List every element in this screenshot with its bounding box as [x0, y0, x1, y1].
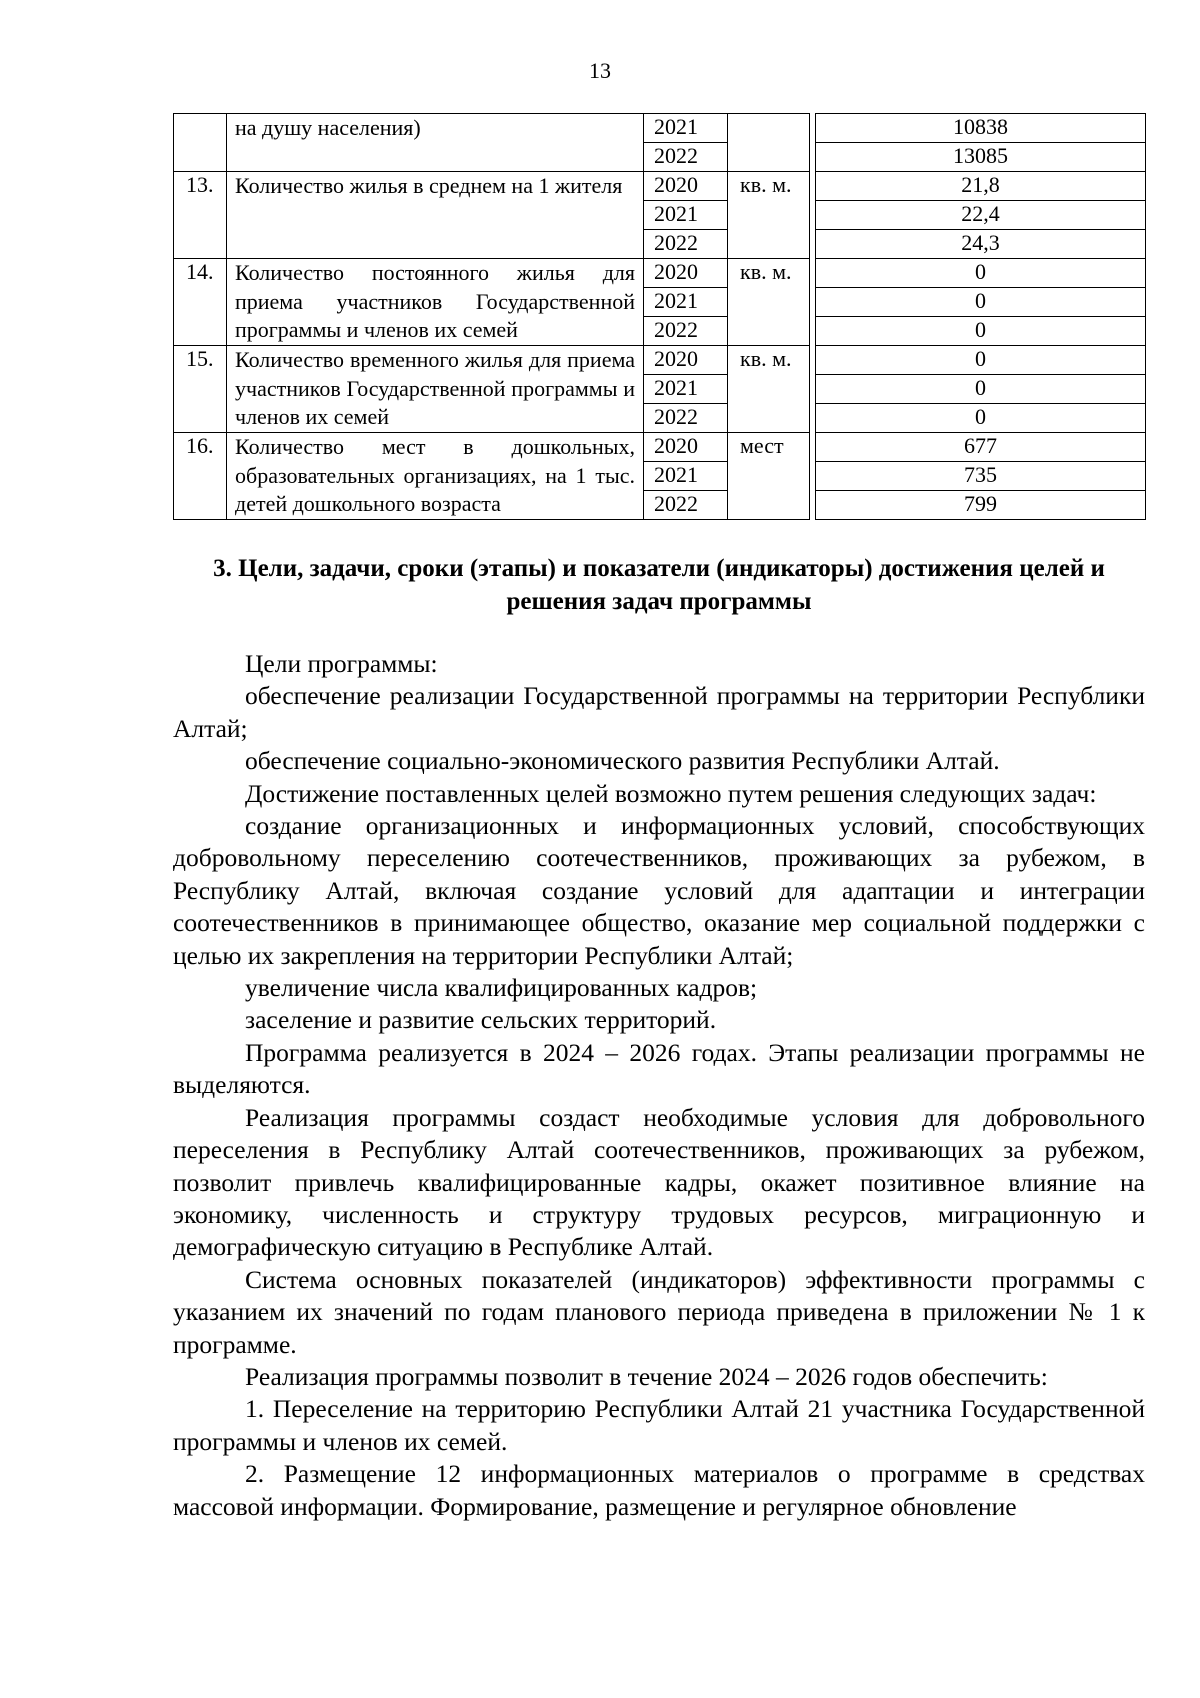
indicator-year: 2022 — [644, 143, 728, 172]
paragraph: увеличение числа квалифицированных кадров; — [245, 973, 758, 1003]
paragraph: Программа реализуется в 2024 – 2026 годах. Этапы реализации программы не выделяются. — [173, 1037, 1145, 1100]
indicator-year: 2021 — [644, 288, 728, 317]
section-heading: 3. Цели, задачи, сроки (этапы) и показатели (индикаторы) достижения целей и решения задач программы — [213, 555, 1105, 615]
paragraph: Реализация программы создаст необходимые условия для добровольного переселения в Республику Алтай соотечественников, проживающих за рубежом, позволит привлечь квалифицированные кадры, окажет позитивное влияние на экономику, численность и структуру трудовых ресурсов, миграционную и демографическую ситуацию в Республике Алтай. — [173, 1102, 1145, 1262]
indicator-value: 13085 — [816, 143, 1146, 172]
indicator-number — [174, 114, 227, 172]
indicator-year: 2022 — [644, 230, 728, 259]
table-row — [174, 172, 1146, 201]
indicator-year: 2021 — [644, 201, 728, 230]
indicator-value: 735 — [816, 462, 1146, 491]
indicator-unit: мест — [728, 433, 810, 520]
indicator-value: 799 — [816, 491, 1146, 520]
paragraph: 2. Размещение 12 информационных материалов о программе в средствах массовой информации. Формирование, размещение и регулярное обновление — [173, 1459, 1145, 1521]
indicator-year: 2020 — [644, 433, 728, 462]
indicator-year: 2021 — [644, 375, 728, 404]
indicator-number: 15. — [174, 346, 227, 433]
indicator-value: 0 — [816, 317, 1146, 346]
paragraph: обеспечение социально-экономического развития Республики Алтай. — [245, 746, 1000, 776]
indicator-year: 2022 — [644, 491, 728, 520]
indicator-unit: кв. м. — [728, 172, 810, 259]
indicator-unit: кв. м. — [728, 346, 810, 433]
indicator-value: 0 — [816, 346, 1146, 375]
table-row — [174, 259, 1146, 288]
paragraph: Система основных показателей (индикаторов) эффективности программы с указанием их значений по годам планового периода приведена в приложении № 1 к программе. — [173, 1264, 1145, 1359]
indicator-year: 2022 — [644, 404, 728, 433]
indicator-value: 0 — [816, 404, 1146, 433]
indicator-name: на душу населения) — [227, 114, 644, 172]
paragraph: заселение и развитие сельских территорий. — [245, 1005, 717, 1035]
indicator-value: 21,8 — [816, 172, 1146, 201]
indicator-name: Количество постоянного жилья для приема участников Государственной программы и членов их семей — [227, 259, 644, 346]
indicator-name: Количество мест в дошкольных, образовательных организациях, на 1 тыс. детей дошкольного возраста — [227, 433, 644, 520]
paragraph: 1. Переселение на территорию Республики Алтай 21 участника Государственной программы и членов их семей. — [173, 1394, 1145, 1456]
indicator-value: 677 — [816, 433, 1146, 462]
paragraph: Реализация программы позволит в течение 2024 – 2026 годов обеспечить: — [245, 1361, 1048, 1391]
page-number: 13 — [589, 58, 611, 83]
indicator-value: 0 — [816, 259, 1146, 288]
indicator-value: 0 — [816, 375, 1146, 404]
indicator-unit — [728, 114, 810, 172]
indicator-name: Количество временного жилья для приема участников Государственной программы и членов их семей — [227, 346, 644, 433]
table-row — [174, 114, 1146, 143]
paragraph: создание организационных и информационных условий, способствующих добровольному переселению соотечественников, проживающих за рубежом, в Республику Алтай, включая создание условий для адаптации и интеграции соотечественников в принимающее общество, оказание мер социальной поддержки с целью их закрепления на территории Республики Алтай; — [173, 811, 1145, 970]
indicator-year: 2020 — [644, 172, 728, 201]
section-body — [173, 648, 1145, 1523]
indicator-year: 2020 — [644, 259, 728, 288]
indicator-name: Количество жилья в среднем на 1 жителя — [227, 172, 644, 259]
indicator-value: 10838 — [816, 114, 1146, 143]
table-row — [174, 346, 1146, 375]
indicator-year: 2021 — [644, 114, 728, 143]
indicator-value: 22,4 — [816, 201, 1146, 230]
paragraph: Достижение поставленных целей возможно путем решения следующих задач: — [245, 778, 1097, 808]
indicator-value: 24,3 — [816, 230, 1146, 259]
paragraph: Цели программы: — [245, 649, 438, 678]
indicator-number: 14. — [174, 259, 227, 346]
table-row — [174, 433, 1146, 462]
indicator-year: 2021 — [644, 462, 728, 491]
indicator-number: 16. — [174, 433, 227, 520]
indicator-number: 13. — [174, 172, 227, 259]
indicator-year: 2022 — [644, 317, 728, 346]
paragraph: обеспечение реализации Государственной программы на территории Республики Алтай; — [173, 681, 1145, 743]
indicator-value: 0 — [816, 288, 1146, 317]
indicators-table — [173, 113, 1146, 520]
indicator-unit: кв. м. — [728, 259, 810, 346]
indicator-year: 2020 — [644, 346, 728, 375]
